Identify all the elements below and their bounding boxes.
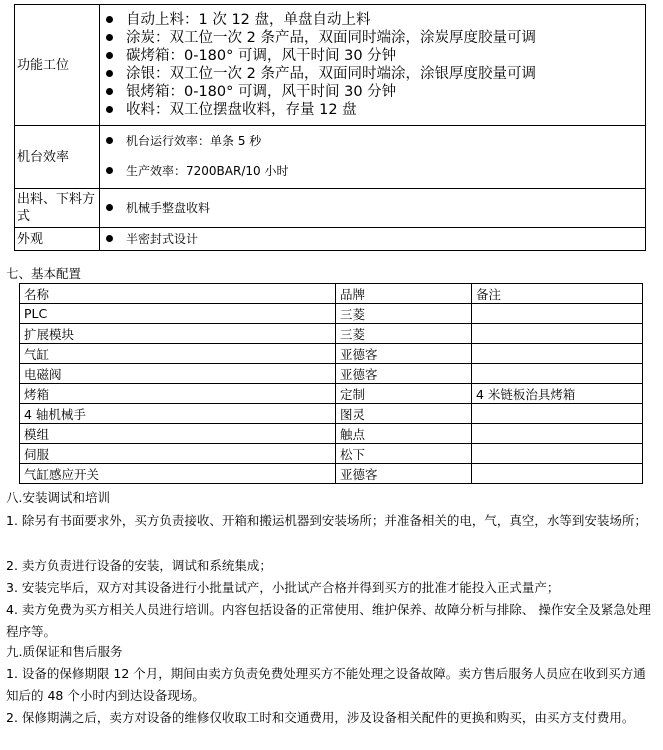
table-cell: 4 轴机械手	[20, 404, 336, 424]
config-table	[19, 283, 643, 484]
column-header: 备注	[472, 284, 643, 304]
paragraph: 4. 卖方免费为买方相关人员进行培训。内容包括设备的正常使用、维护保养、故障分析与排除、 操作安全及紧急处理程序等。	[6, 602, 651, 639]
table-cell	[472, 464, 643, 484]
table-row	[20, 324, 643, 344]
list-item: 机械手整盘收料	[100, 189, 645, 227]
table-cell	[472, 304, 643, 324]
table-row	[20, 444, 643, 464]
table-cell: 图灵	[336, 404, 472, 424]
section-heading: 七、基本配置	[6, 266, 82, 281]
table-cell: 烤箱	[20, 384, 336, 404]
table-cell	[472, 404, 643, 424]
table-row	[20, 404, 643, 424]
section-heading: 八.安装调试和培训	[6, 490, 110, 505]
table-row	[20, 304, 643, 324]
table-cell: 伺服	[20, 444, 336, 464]
list-item: 生产效率：7200BAR/10 小时	[100, 155, 645, 187]
bullet-list	[100, 189, 645, 227]
spec-label: 功能工位	[15, 5, 100, 126]
table-cell	[472, 344, 643, 364]
table-cell: 模组	[20, 424, 336, 444]
table-row	[20, 384, 643, 404]
spec-row-functions	[15, 5, 646, 126]
bullet-list	[100, 11, 645, 119]
paragraph: 1. 设备的保修期限 12 个月，期间由卖方负责免费处理买方不能处理之设备故障。卖方售后服务人员应在收到买方通知后的 48 个小时内到达设备现场。	[6, 666, 646, 703]
table-row	[20, 464, 643, 484]
bullet-list	[100, 127, 645, 187]
spec-row-output	[15, 189, 646, 228]
table-row	[20, 364, 643, 384]
bullet-list	[100, 228, 645, 250]
list-item: 收料：双工位摆盘收料，存量 12 盘	[100, 101, 645, 119]
paragraph: 2. 卖方负责进行设备的安装，调试和系统集成；	[6, 558, 272, 573]
table-cell	[472, 324, 643, 344]
spec-table	[14, 4, 646, 251]
list-item: 机台运行效率：单条 5 秒	[100, 127, 645, 155]
table-cell: 三菱	[336, 304, 472, 324]
paragraph: 1. 除另有书面要求外，买方负责接收、开箱和搬运机器到安装场所；并准备相关的电，气，真空，水等到安装场所；	[6, 513, 647, 528]
table-cell	[472, 444, 643, 464]
list-item: 碳烤箱：0-180° 可调，风干时间 30 分钟	[100, 47, 645, 65]
spec-label: 外观	[15, 228, 100, 251]
list-item: 银烤箱：0-180° 可调，风干时间 30 分钟	[100, 83, 645, 101]
table-cell: 电磁阀	[20, 364, 336, 384]
table-cell	[472, 364, 643, 384]
table-cell: 4 米链板治具烤箱	[472, 384, 643, 404]
table-cell: 亚德客	[336, 464, 472, 484]
list-item: 涂炭：双工位一次 2 条产品，双面同时端涂，涂炭厚度胶量可调	[100, 29, 645, 47]
table-cell	[472, 424, 643, 444]
table-cell: 三菱	[336, 324, 472, 344]
spec-row-efficiency	[15, 126, 646, 189]
list-item: 半密封式设计	[100, 228, 645, 250]
spec-content	[100, 228, 646, 251]
table-row	[20, 344, 643, 364]
table-cell: 亚德客	[336, 344, 472, 364]
spec-content	[100, 5, 646, 126]
table-cell: 气缸感应开关	[20, 464, 336, 484]
list-item: 自动上料：1 次 12 盘，单盘自动上料	[100, 11, 645, 29]
column-header: 品牌	[336, 284, 472, 304]
table-cell: 气缸	[20, 344, 336, 364]
paragraph: 2. 保修期满之后，卖方对设备的维修仅收取工时和交通费用，涉及设备相关配件的更换和购买，由买方支付费用。	[6, 710, 635, 725]
column-header: 名称	[20, 284, 336, 304]
spec-label: 机台效率	[15, 126, 100, 189]
table-cell: 亚德客	[336, 364, 472, 384]
list-item: 涂银：双工位一次 2 条产品，双面同时端涂，涂银厚度胶量可调	[100, 65, 645, 83]
paragraph: 3. 安装完毕后，双方对其设备进行小批量试产，小批试产合格并得到买方的批准才能投入正式量产；	[6, 580, 560, 595]
table-header-row	[20, 284, 643, 304]
section-heading: 九.质保证和售后服务	[6, 644, 123, 659]
table-cell: 松下	[336, 444, 472, 464]
table-cell: 定制	[336, 384, 472, 404]
table-cell: 触点	[336, 424, 472, 444]
spec-content	[100, 126, 646, 189]
spec-row-appearance	[15, 228, 646, 251]
spec-content	[100, 189, 646, 228]
table-row	[20, 424, 643, 444]
table-cell: 扩展模块	[20, 324, 336, 344]
spec-label: 出料、下料方式	[15, 189, 100, 228]
table-cell: PLC	[20, 304, 336, 324]
